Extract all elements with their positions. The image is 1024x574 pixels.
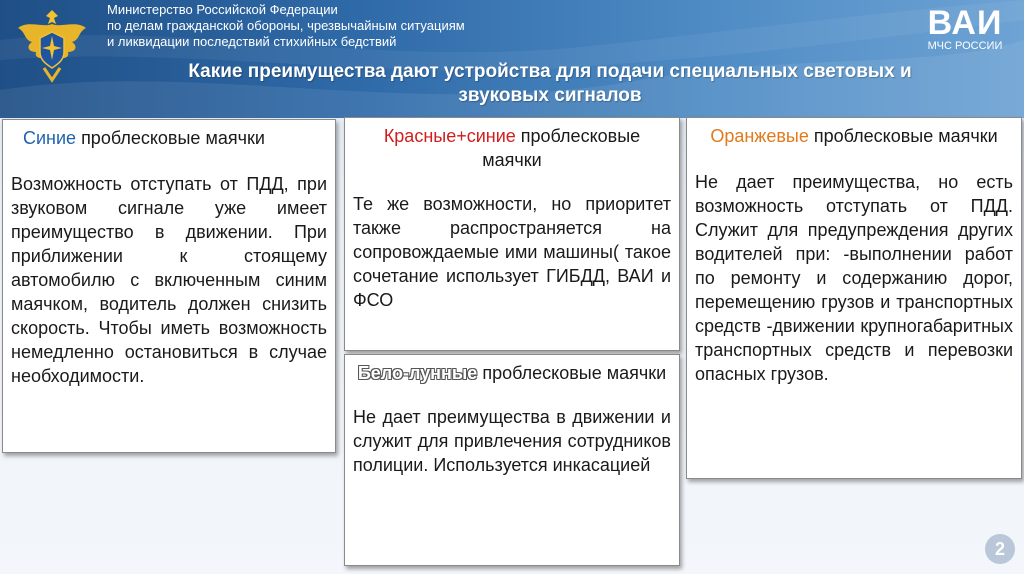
ministry-line-1: Министерство Российской Федерации	[107, 2, 338, 17]
ministry-line-2: по делам гражданской обороны, чрезвычайным ситуациям	[107, 18, 465, 33]
card-red-blue-head-rest: проблесковые маячки	[482, 126, 641, 170]
card-red-blue-beacons	[344, 117, 680, 351]
slide-title-line-2: звуковых сигналов	[458, 85, 642, 106]
page-number-badge: 2	[985, 534, 1015, 564]
card-orange-head-rest: проблесковые маячки	[808, 126, 998, 146]
vai-logo-sub: МЧС РОССИИ	[927, 40, 1003, 52]
card-moon-white-head-colored: Бело-лунные	[357, 363, 478, 383]
header-banner	[0, 0, 1024, 118]
card-moon-white-head-rest: проблесковые маячки	[477, 363, 667, 383]
card-moon-white-beacons	[344, 354, 680, 566]
card-orange-body: Не дает преимущества, но есть возможность отступать от ПДД. Служит для предупреждения других водителей при: -выполнении работ по ремонту и содержанию дорог, перемещению грузов и транспортных средств -движении крупногабаритных транспортных средств и перевозки опасных грузов.	[695, 172, 1013, 384]
card-moon-white-body: Не дает преимущества в движении и служит для привлечения сотрудников полиции. Используется инкасацией	[353, 407, 671, 475]
slide-title-line-1: Какие преимущества дают устройства для подачи специальных световых и	[188, 61, 912, 82]
card-red-blue-head-colored: Красные+синие	[383, 126, 516, 146]
card-moon-white-head	[353, 361, 671, 385]
vai-logo-main: ВАИ	[927, 4, 1003, 42]
card-orange-head	[695, 124, 1013, 148]
vai-logo	[920, 6, 1010, 53]
card-blue-body: Возможность отступать от ПДД, при звуковом сигнале уже имеет преимущество в движении. При приближении к стоящему автомобилю с включенным синим маячком, водитель должен снизить скорость. Чтобы иметь возможность немедленно остановиться в случае необходимости.	[11, 174, 327, 386]
mchs-eagle-emblem-icon	[14, 6, 90, 86]
card-orange-beacons	[686, 117, 1022, 479]
ministry-name	[107, 2, 527, 50]
card-red-blue-body: Те же возможности, но приоритет также распространяется на сопровождаемые ими машины( такое сочетание использует ГИБДД, ВАИ и ФСО	[353, 194, 671, 310]
card-blue-head-colored: Синие	[23, 128, 77, 148]
ministry-line-3: и ликвидации последствий стихийных бедствий	[107, 34, 397, 49]
card-blue-head	[11, 126, 327, 150]
card-blue-head-rest: проблесковые маячки	[76, 128, 265, 148]
slide-title	[100, 60, 1000, 108]
card-orange-head-colored: Оранжевые	[710, 126, 809, 146]
card-blue-beacons	[2, 119, 336, 453]
card-red-blue-head	[353, 124, 671, 172]
